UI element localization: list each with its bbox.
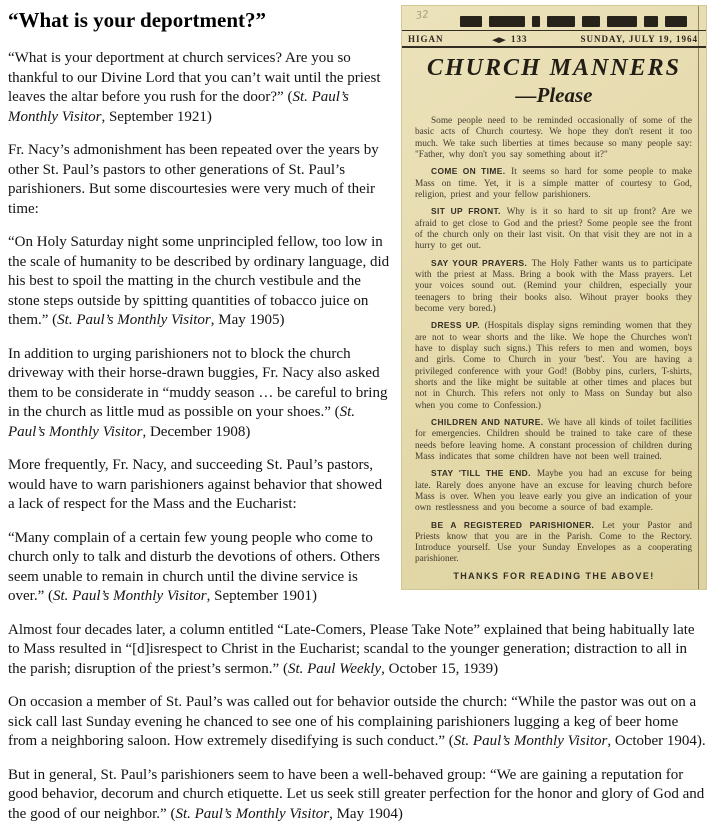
column-rule xyxy=(698,6,699,589)
clipping-paragraph-lead: STAY 'TILL THE END. xyxy=(431,468,531,478)
masthead-letter-fragment xyxy=(547,16,575,27)
clipping-paragraph-lead: SAY YOUR PRAYERS. xyxy=(431,258,527,268)
masthead-letter-fragment xyxy=(582,16,600,27)
clipping-paragraph-lead: SIT UP FRONT. xyxy=(431,206,501,216)
masthead-cutoff xyxy=(402,6,706,30)
divider-rule xyxy=(402,46,706,48)
page-title: “What is your deportment?” xyxy=(8,8,706,33)
dateline xyxy=(402,31,706,46)
diamond-ornament-icon: ◆ xyxy=(492,36,507,44)
clipping-paragraph-lead: DRESS UP. xyxy=(431,320,480,330)
article-paragraph: “Many complain of a certain few young people who come to church only to talk and disturb the devotions of others. Others seem unable to remain in church until the divine service is over.” (St. Paul’s Monthly Visitor, September 1901) xyxy=(8,529,706,607)
article-paragraph: Fr. Nacy’s admonishment has been repeated over the years by other St. Paul’s pastors to other generations of St. Paul’s parishioners. But some discourtesies were very much of their time: xyxy=(8,141,706,219)
article-paragraph: In addition to urging parishioners not to block the church driveway with their horse-drawn buggies, Fr. Nacy also asked them to be considerate in “muddy season … be careful to bring in the church as little mud as possible on your shoes.” (St. Paul’s Monthly Visitor, December 1908) xyxy=(8,345,706,443)
clipping-paragraph: SIT UP FRONT. Why is it so hard to sit up front? Are we afraid to get close to God and the priest? Some people see the front of the church only on their last visit. On that visit they are not in a hurry to get out. xyxy=(415,206,692,252)
clipping-body xyxy=(402,114,706,566)
clipping-paragraph: CHILDREN AND NATURE. We have all kinds of toilet facilities for emergencies. Children should be trained to take care of these needs before leaving home. A constant procession of children during Mass indicates that some children have not been well trained. xyxy=(415,417,692,463)
article-paragraph: On occasion a member of St. Paul’s was called out for behavior outside the church: “While the pastor was out on a sick call last Sunday evening he chanced to see one of his complaining parishioners lugging a keg of beer home from a neighboring saloon. How extremely disedifying is such conduct.” (St. Paul’s Monthly Visitor, October 1904). xyxy=(8,693,706,752)
article-paragraph: Almost four decades later, a column entitled “Late-Comers, Please Take Note” explained that being habitually late to Mass resulted in “[d]isrespect to Christ in the Eucharist; scandal to the younger generation; distraction to all in the parish; disruption of the priest’s sermon.” (St. Paul Weekly, October 15, 1939) xyxy=(8,621,706,680)
article-paragraph: But in general, St. Paul’s parishioners seem to have been a well-behaved group: “We are gaining a reputation for good behavior, decorum and church etiquette. Let us seek still greater perfection for the honor and glory of God and the good of our neighbor.” (St. Paul’s Monthly Visitor, May 1904) xyxy=(8,766,706,824)
clipping-subheadline: —Please xyxy=(402,83,706,108)
masthead-letter-fragment xyxy=(489,16,525,27)
clipping-paragraph: COME ON TIME. It seems so hard for some people to make Mass on time. Yet, it is a simple matter of courtesy to God, religion, priest and your fellow parishioners. xyxy=(415,166,692,201)
masthead-letter-fragment xyxy=(460,16,482,27)
clipping-paragraph-lead: COME ON TIME. xyxy=(431,166,506,176)
newspaper-clipping xyxy=(402,6,706,589)
clipping-paragraph: STAY 'TILL THE END. Maybe you had an excuse for being late. Rarely does anyone have an excuse for leaving church before Mass is over. When you leave early you give an indication of your own restlessness and you become a source of bad example. xyxy=(415,468,692,514)
page-number: 133 xyxy=(511,34,528,44)
article-paragraph: “What is your deportment at church services? Are you so thankful to our Divine Lord that you can’t wait until the priest leaves the altar before you rush for the door?” (St. Paul’s Monthly Visitor, September 1921) xyxy=(8,49,706,127)
clipping-paragraph: DRESS UP. (Hospitals display signs reminding women that they are not to wear shorts and the like. We hope the Churches won't have to display such signs.) This refers to men and women, boys and girls. Come to Church in your 'best'. You are having a privileged conference with your God! (Bobby pins, curlers, T-shirts, shorts and the like might be suitable at other times and places but not in Church. This refers not only to Mass on Sunday but also when you come to Confession.) xyxy=(415,320,692,412)
clipping-paragraph: BE A REGISTERED PARISHIONER. Let your Pastor and Priests know that you are in the Parish. Come to the Rectory. Introduce yourself. Use your Sunday Envelopes as a cooperating parishioner. xyxy=(415,520,692,566)
masthead-letter-fragment xyxy=(532,16,540,27)
masthead-letter-fragment xyxy=(665,16,687,27)
clipping-paragraph: SAY YOUR PRAYERS. The Holy Father wants us to participate with the priest at Mass. Bring a book with the Mass prayers. Let your voices sound out. (Remind your children, especially your teenagers to bring their books also. Wihout prayer books they become very bored.) xyxy=(415,258,692,316)
clipping-paragraph-lead: CHILDREN AND NATURE. xyxy=(431,417,543,427)
dateline-city-fragment: HIGAN xyxy=(408,34,444,44)
clipping-headline: CHURCH MANNERS xyxy=(406,55,702,82)
article-paragraph: More frequently, Fr. Nacy, and succeeding St. Paul’s pastors, would have to warn parishioners against behavior that showed a lack of respect for the Mass and the Eucharist: xyxy=(8,456,706,515)
article-paragraph: “On Holy Saturday night some unprincipled fellow, too low in the scale of humanity to be described by ordinary language, did his best to spoil the matting in the church vestibule and the stone steps outside by spitting quantities of tobacco juice on them.” (St. Paul’s Monthly Visitor, May 1905) xyxy=(8,233,706,331)
masthead-letter-fragment xyxy=(644,16,658,27)
clipping-paragraph-lead: BE A REGISTERED PARISHIONER. xyxy=(431,520,594,530)
dateline-date: SUNDAY, JULY 19, 1964 xyxy=(581,34,698,44)
clipping-footer: THANKS FOR READING THE ABOVE! xyxy=(402,571,706,581)
clipping-paragraph: Some people need to be reminded occasionally of some of the basic acts of Church courtesy. We hope they don't resent it too much. We take such liberties at times because so many people say: "Father, why don't you say something about it?" xyxy=(415,116,692,161)
masthead-letter-fragment xyxy=(607,16,637,27)
pencil-mark: 32 xyxy=(415,9,429,22)
dateline-page xyxy=(444,34,581,44)
